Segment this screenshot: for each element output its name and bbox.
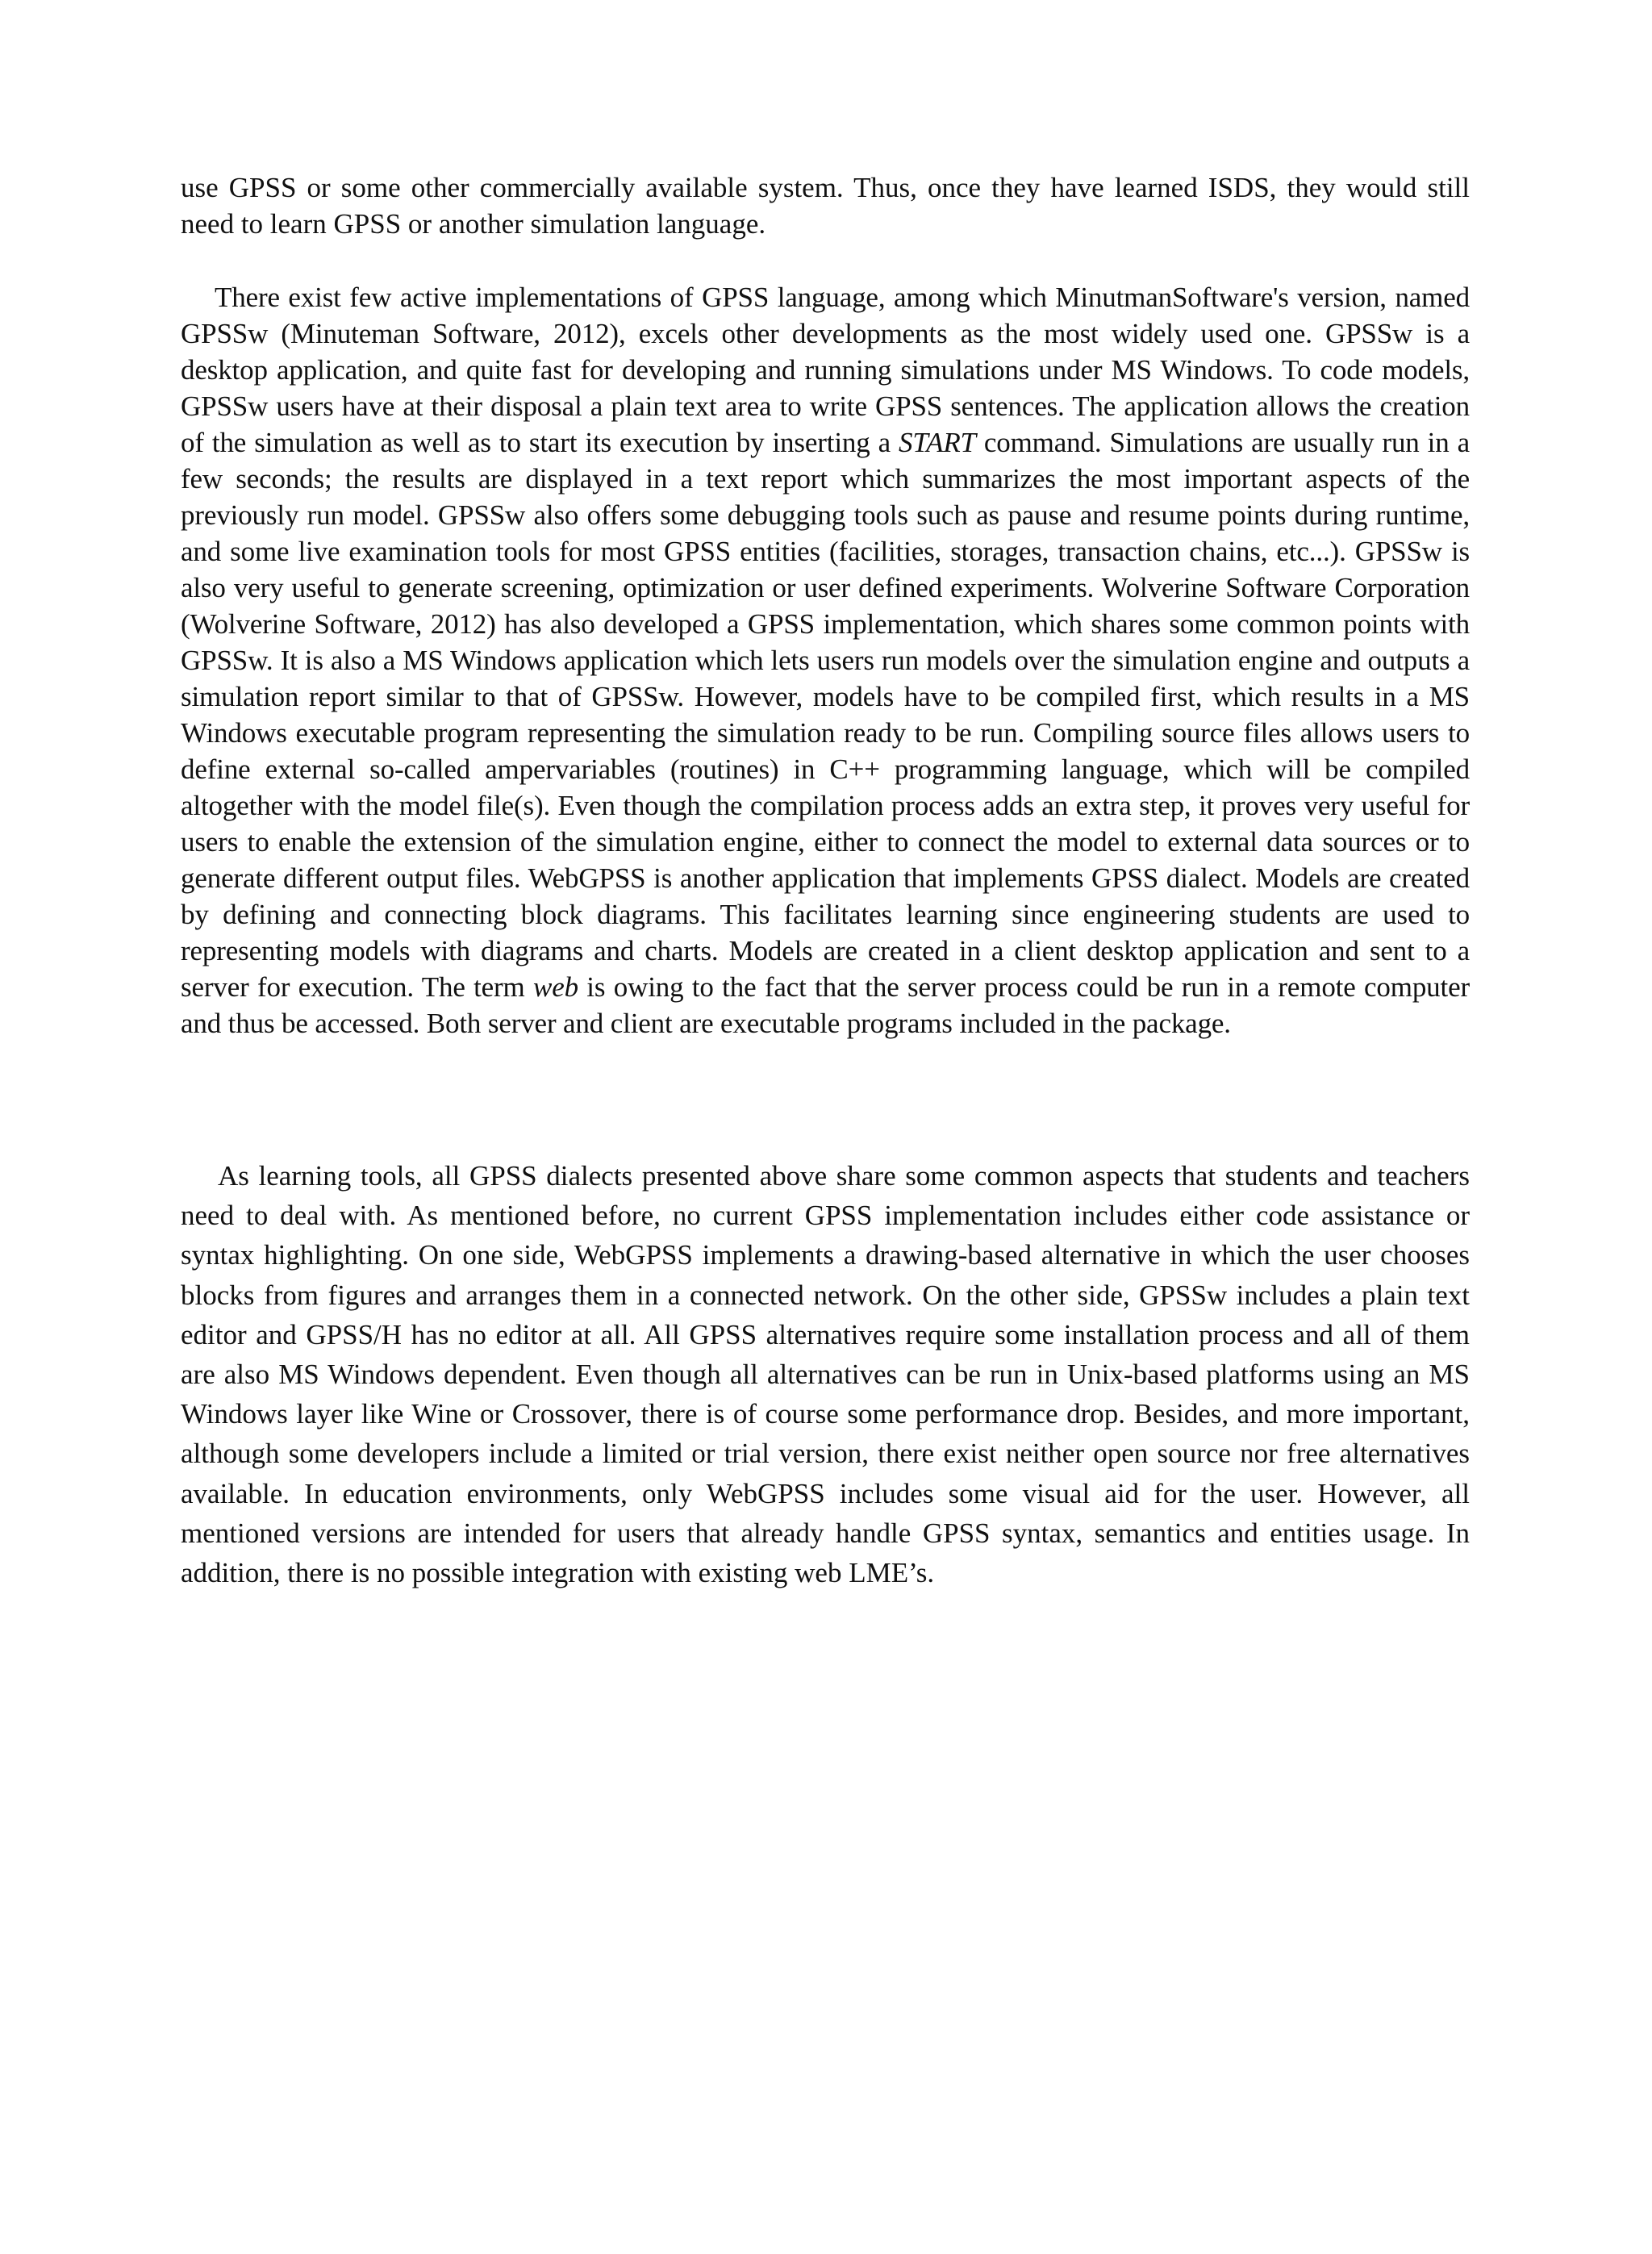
paragraph-1: [181, 169, 1470, 242]
paragraph-1-text: use GPSS or some other commercially available system. Thus, once they have learned ISDS, they would still need to learn GPSS or another simulation language.: [181, 172, 1470, 240]
paragraph-3: [181, 1156, 1470, 1592]
paragraph-2-text-c: is owing to the fact that the server process could be run in a remote computer and thus be accessed. Both server and client are executable programs included in the package.: [181, 971, 1470, 1039]
paragraph-2-text-b: command. Simulations are usually run in a few seconds; the results are displayed in a text report which summarizes the most important aspects of the previously run model. GPSSw also offers some debugging tools such as pause and resume points during runtime, and some live examination tools for most GPSS entities (facilities, storages, transaction chains, etc...). GPSSw is also very useful to generate screening, optimization or user defined experiments. Wolverine Software Corporation (Wolverine Software, 2012) has also developed a GPSS implementation, which shares some common points with GPSSw. It is also a MS Windows application which lets users run models over the simulation engine and outputs a simulation report similar to that of GPSSw. However, models have to be compiled first, which results in a MS Windows executable program representing the simulation ready to be run. Compiling source files allows users to define external so-called ampervariables (routines) in C++ programming language, which will be compiled altogether with the model file(s). Even though the compilation process adds an extra step, it proves very useful for users to enable the extension of the simulation engine, either to connect the model to external data sources or to generate different output files. WebGPSS is another application that implements GPSS dialect. Models are created by defining and connecting block diagrams. This facilitates learning since engineering students are used to representing models with diagrams and charts. Models are created in a client desktop application and sent to a server for execution. The term: [181, 427, 1470, 1003]
paragraph-3-text: As learning tools, all GPSS dialects presented above share some common aspects that students and teachers need to deal with. As mentioned before, no current GPSS implementation includes either code assistance or syntax highlighting. On one side, WebGPSS implements a drawing-based alternative in which the user chooses blocks from figures and arranges them in a connected network. On the other side, GPSSw includes a plain text editor and GPSS/H has no editor at all. All GPSS alternatives require some installation process and all of them are also MS Windows dependent. Even though all alternatives can be run in Unix-based platforms using an MS Windows layer like Wine or Crossover, there is of course some performance drop. Besides, and more important, although some developers include a limited or trial version, there exist neither open source nor free alternatives available. In education environments, only WebGPSS includes some visual aid for the user. However, all mentioned versions are intended for users that already handle GPSS syntax, semantics and entities usage. In addition, there is no possible integration with existing web LME’s.: [181, 1160, 1470, 1589]
paragraph-2-start-keyword: START: [899, 427, 976, 458]
paragraph-2-text-a: There exist few active implementations of GPSS language, among which MinutmanSoftware's version, named GPSSw (Minuteman Software, 2012), excels other developments as the most widely used one. GPSSw is a desktop application, and quite fast for developing and running simulations under MS Windows. To code models, GPSSw users have at their disposal a plain text area to write GPSS sentences. The application allows the creation of the simulation as well as to start its execution by inserting a: [181, 282, 1470, 458]
paragraph-2-web-term: web: [533, 971, 578, 1003]
paragraph-2: [181, 279, 1470, 1041]
